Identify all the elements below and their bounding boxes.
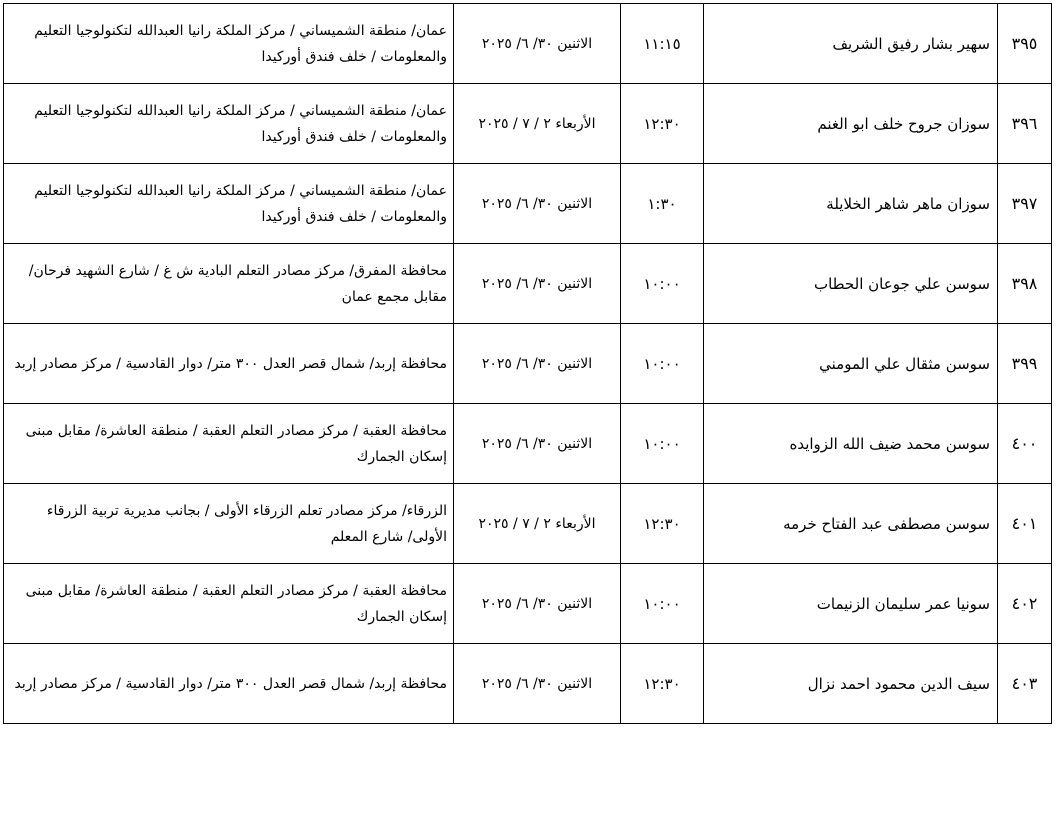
person-name: سوزان جروح خلف ابو الغنم — [704, 84, 998, 164]
row-number: ٤٠٣ — [998, 644, 1052, 724]
exam-date: الأربعاء ٢ / ٧ / ٢٠٢٥ — [454, 84, 621, 164]
person-name: سوسن مثقال علي المومني — [704, 324, 998, 404]
table-row — [4, 244, 1052, 324]
exam-location: الزرقاء/ مركز مصادر تعلم الزرقاء الأولى / بجانب مديرية تربية الزرقاء الأولى/ شارع المعلم — [4, 484, 454, 564]
row-number: ٤٠٢ — [998, 564, 1052, 644]
table-row — [4, 564, 1052, 644]
person-name: سوسن مصطفى عبد الفتاح خرمه — [704, 484, 998, 564]
row-number: ٤٠١ — [998, 484, 1052, 564]
person-name: سوسن محمد ضيف الله الزوايده — [704, 404, 998, 484]
schedule-table — [3, 3, 1052, 724]
row-number: ٣٩٨ — [998, 244, 1052, 324]
exam-location: محافظة المفرق/ مركز مصادر التعلم البادية ش غ / شارع الشهيد فرحان/ مقابل مجمع عمان — [4, 244, 454, 324]
row-number: ٣٩٩ — [998, 324, 1052, 404]
person-name: سوزان ماهر شاهر الخلايلة — [704, 164, 998, 244]
exam-time: ١٠:٠٠ — [621, 244, 704, 324]
exam-time: ١٢:٣٠ — [621, 484, 704, 564]
exam-time: ١٢:٣٠ — [621, 84, 704, 164]
exam-date: الاثنين ٣٠/ ٦/ ٢٠٢٥ — [454, 164, 621, 244]
table-row — [4, 4, 1052, 84]
exam-location: عمان/ منطقة الشميساني / مركز الملكة رانيا العبدالله لتكنولوجيا التعليم والمعلومات / خلف فندق أوركيدا — [4, 164, 454, 244]
exam-time: ١:٣٠ — [621, 164, 704, 244]
table-row — [4, 324, 1052, 404]
person-name: سونيا عمر سليمان الزنيمات — [704, 564, 998, 644]
table-row — [4, 484, 1052, 564]
exam-location: عمان/ منطقة الشميساني / مركز الملكة رانيا العبدالله لتكنولوجيا التعليم والمعلومات / خلف فندق أوركيدا — [4, 84, 454, 164]
person-name: سيف الدين محمود احمد نزال — [704, 644, 998, 724]
exam-time: ١٠:٠٠ — [621, 324, 704, 404]
exam-location: محافظة العقبة / مركز مصادر التعلم العقبة / منطقة العاشرة/ مقابل مبنى إسكان الجمارك — [4, 564, 454, 644]
exam-location: عمان/ منطقة الشميساني / مركز الملكة رانيا العبدالله لتكنولوجيا التعليم والمعلومات / خلف فندق أوركيدا — [4, 4, 454, 84]
person-name: سوسن علي جوعان الحطاب — [704, 244, 998, 324]
table-row — [4, 84, 1052, 164]
row-number: ٣٩٦ — [998, 84, 1052, 164]
exam-date: الأربعاء ٢ / ٧ / ٢٠٢٥ — [454, 484, 621, 564]
exam-date: الاثنين ٣٠/ ٦/ ٢٠٢٥ — [454, 244, 621, 324]
exam-location: محافظة إربد/ شمال قصر العدل ٣٠٠ متر/ دوار القادسية / مركز مصادر إربد — [4, 644, 454, 724]
table-row — [4, 644, 1052, 724]
exam-time: ١٢:٣٠ — [621, 644, 704, 724]
row-number: ٤٠٠ — [998, 404, 1052, 484]
exam-time: ١٠:٠٠ — [621, 404, 704, 484]
exam-date: الاثنين ٣٠/ ٦/ ٢٠٢٥ — [454, 324, 621, 404]
exam-location: محافظة إربد/ شمال قصر العدل ٣٠٠ متر/ دوار القادسية / مركز مصادر إربد — [4, 324, 454, 404]
person-name: سهير بشار رفيق الشريف — [704, 4, 998, 84]
exam-date: الاثنين ٣٠/ ٦/ ٢٠٢٥ — [454, 404, 621, 484]
row-number: ٣٩٥ — [998, 4, 1052, 84]
exam-location: محافظة العقبة / مركز مصادر التعلم العقبة / منطقة العاشرة/ مقابل مبنى إسكان الجمارك — [4, 404, 454, 484]
exam-time: ١٠:٠٠ — [621, 564, 704, 644]
exam-time: ١١:١٥ — [621, 4, 704, 84]
exam-date: الاثنين ٣٠/ ٦/ ٢٠٢٥ — [454, 4, 621, 84]
exam-date: الاثنين ٣٠/ ٦/ ٢٠٢٥ — [454, 644, 621, 724]
exam-date: الاثنين ٣٠/ ٦/ ٢٠٢٥ — [454, 564, 621, 644]
row-number: ٣٩٧ — [998, 164, 1052, 244]
table-row — [4, 164, 1052, 244]
table-row — [4, 404, 1052, 484]
